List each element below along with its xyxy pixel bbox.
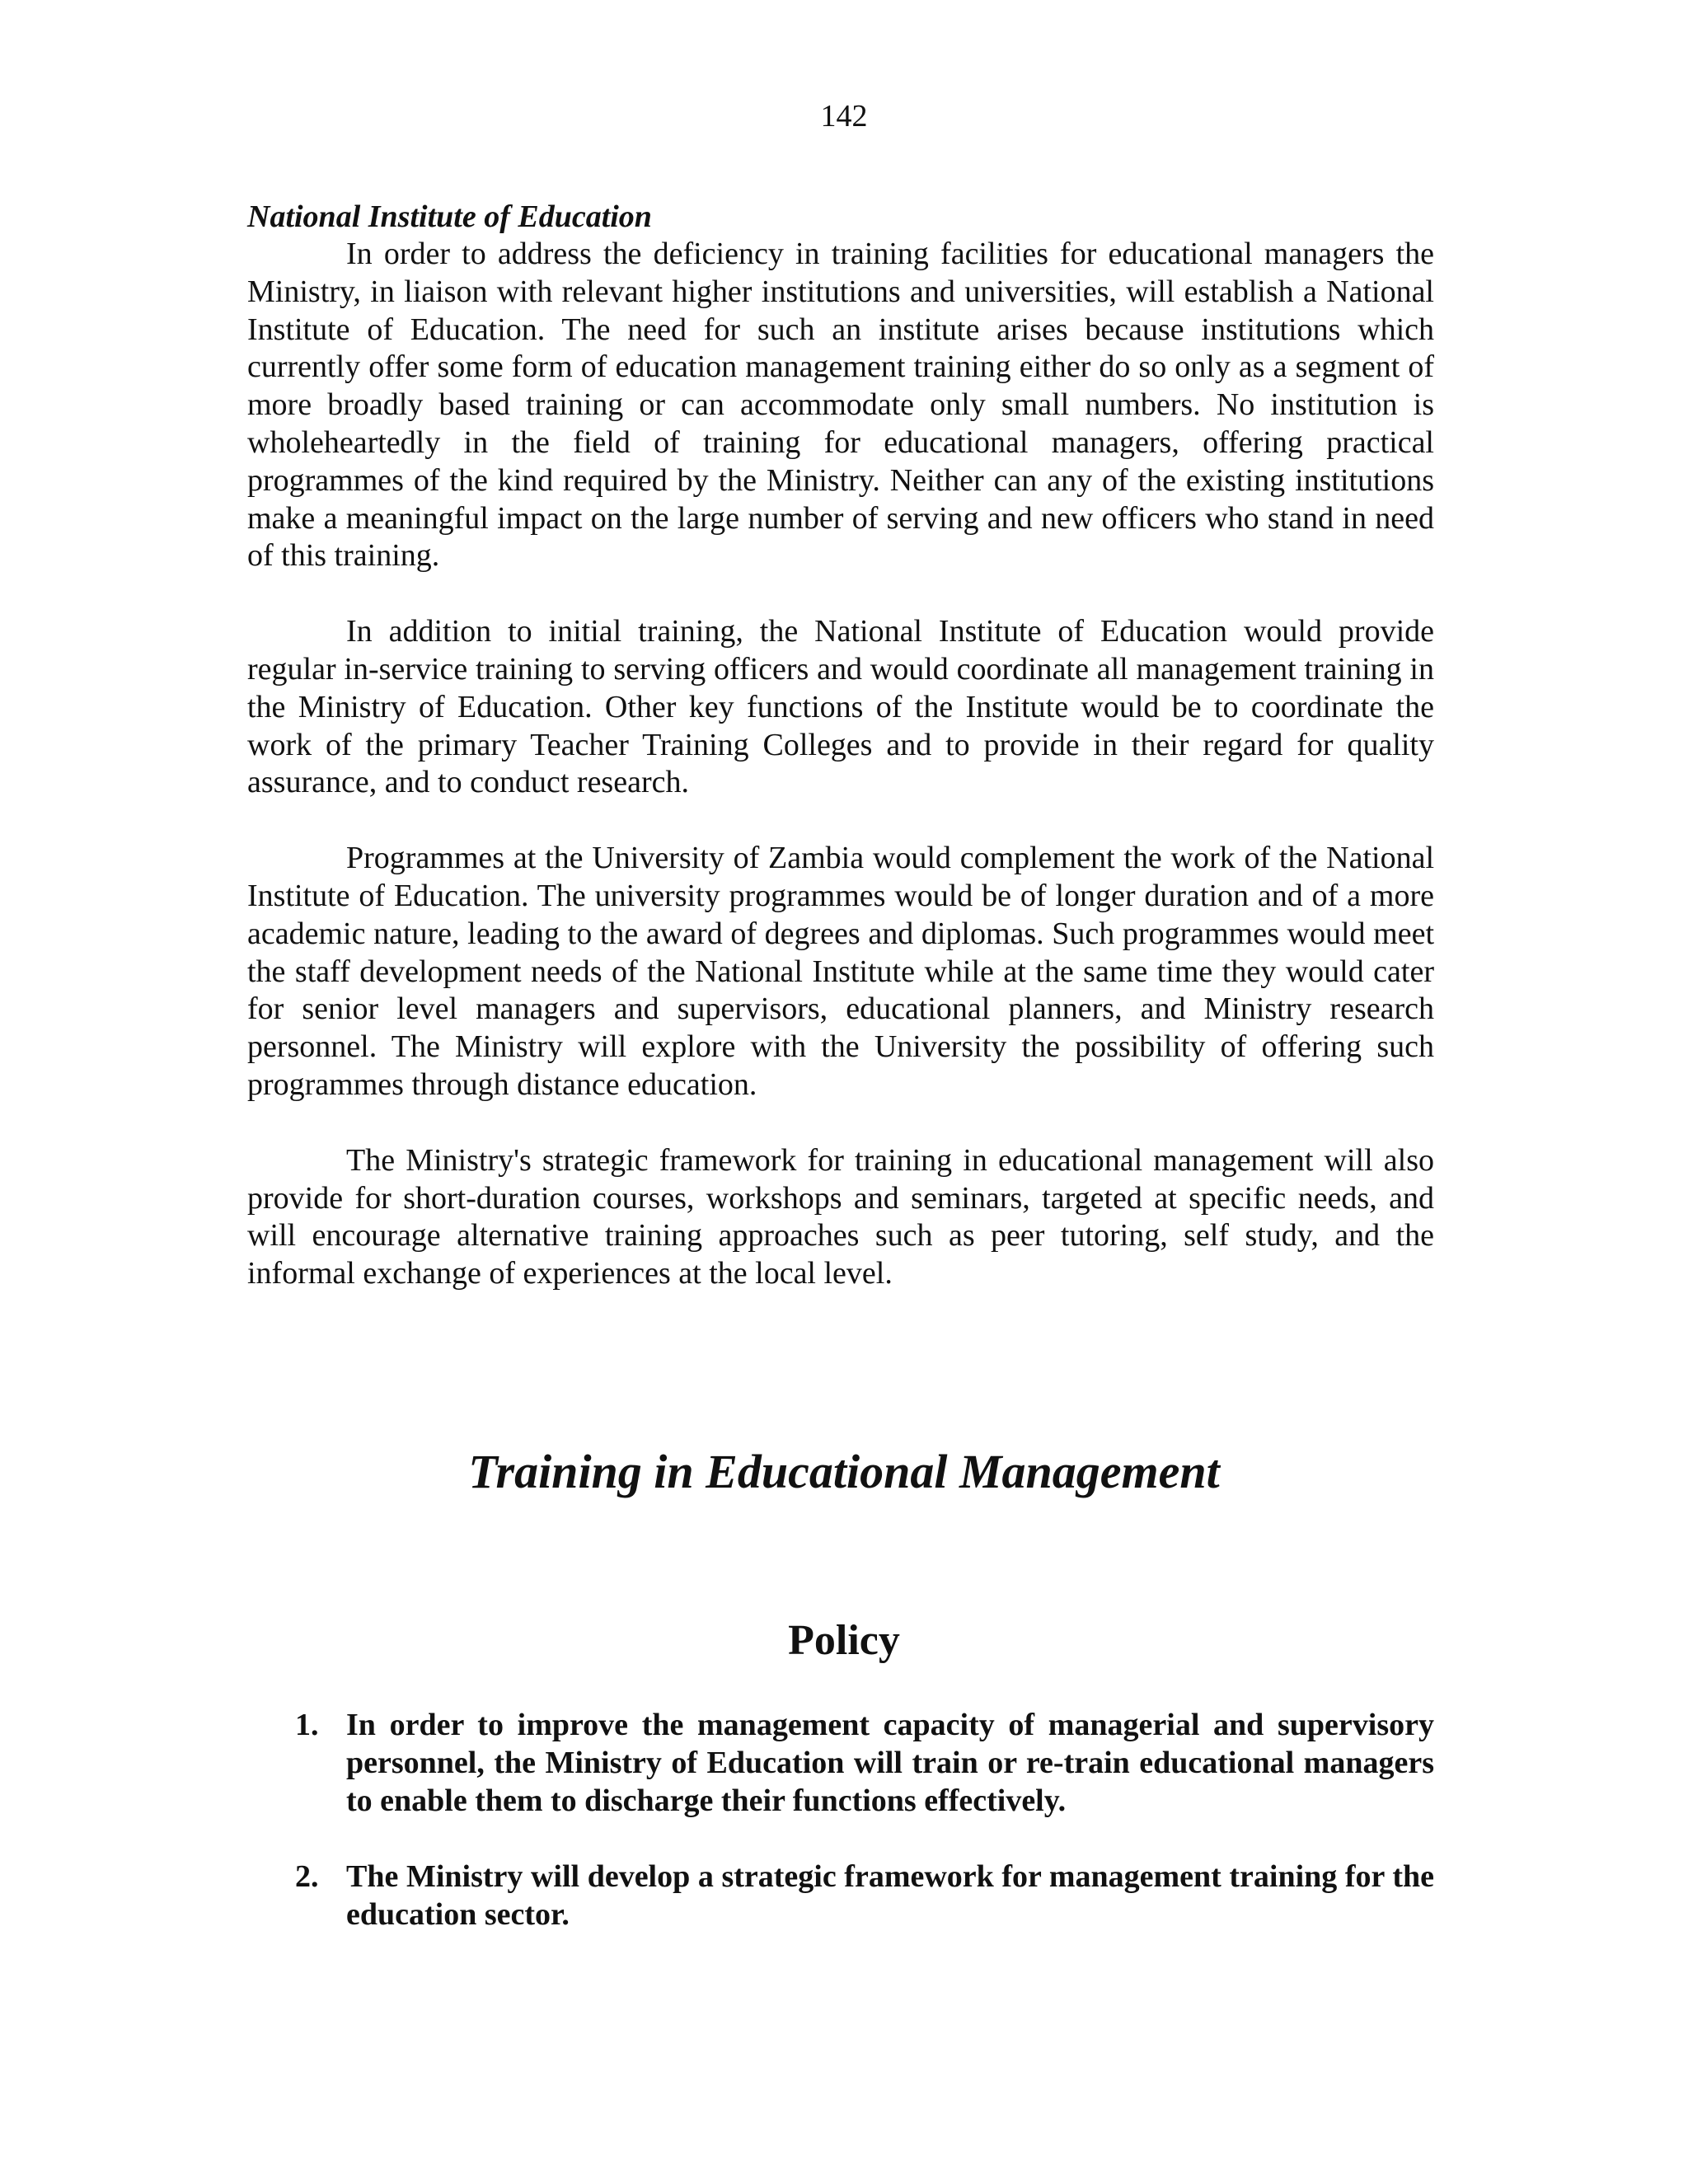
main-heading: Training in Educational Management <box>468 1445 1220 1498</box>
policy-heading: Policy <box>788 1617 900 1664</box>
policy-item-text: In order to improve the management capacity of managerial and supervisory personnel, the Ministry of Education will train or re-train educational managers to enable them to discharge their functions effectively. <box>346 1708 1434 1818</box>
section-body <box>247 198 1434 1331</box>
paragraph: Programmes at the University of Zambia would complement the work of the National Institute of Education. The university programmes would be of longer duration and of a more academic nature, leading to the award of degrees and diplomas. Such programmes would meet the staff development needs of the National Institute while at the same time they would cater for senior level managers and supervisors, educational planners, and Ministry research personnel. The Ministry will explore with the University the possibility of offering such programmes through distance education. <box>247 841 1434 1102</box>
policy-list <box>247 1706 1434 1971</box>
policy-item <box>247 1706 1434 1820</box>
paragraph: In addition to initial training, the National Institute of Education would provide regular in-service training to serving officers and would coordinate all management training in the Ministry of Education. Other key functions of the Institute would be to coordinate the work of the primary Teacher Training Colleges and to provide in their regard for quality assurance, and to conduct research. <box>247 614 1434 800</box>
section-title: National Institute of Education <box>247 199 652 234</box>
policy-item <box>247 1858 1434 1933</box>
policy-item-number: 2. <box>295 1859 319 1894</box>
policy-item-number: 1. <box>295 1708 319 1742</box>
paragraph: The Ministry's strategic framework for training in educational management will also provide for short-duration courses, workshops and seminars, targeted at specific needs, and will encourage alternative training approaches such as peer tutoring, self study, and the informal exchange of experiences at the local level. <box>247 1142 1434 1291</box>
policy-item-text: The Ministry will develop a strategic framework for management training for the education sector. <box>346 1859 1434 1932</box>
paragraph: In order to address the deficiency in training facilities for educational managers the Ministry, in liaison with relevant higher institutions and universities, will establish a National Institute of Education. The need for such an institute arises because institutions which currently offer some form of education management training either do so only as a segment of more broadly based training or can accommodate only small numbers. No institution is wholeheartedly in the field of training for educational managers, offering practical programmes of the kind required by the Ministry. Neither can any of the existing institutions make a meaningful impact on the large number of serving and new officers who stand in need of this training. <box>247 237 1434 574</box>
page-number: 142 <box>820 99 868 134</box>
